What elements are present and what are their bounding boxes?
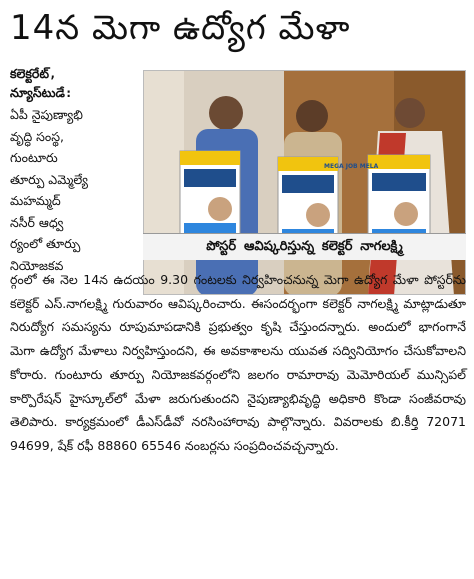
- article-body: ర్గంలో ఈ నెల 14న ఉదయం 9.30 గంటలకు నిర్వహించనున్న మెగా ఉద్యోగ మేళా పోస్టర్‌ను కలెక్టర్ ఎస్.నాగలక్ష్మి గురువారం ఆవిష్కరించారు. ఈసందర్భంగా కలెక్టర్ నాగలక్ష్మి మాట్లాడుతూ నిరుద్యోగ సమస్యను రూపుమాపడానికి ప్రభుత్వం కృషి చేస్తుందన్నారు. అందులో భాగంగానే మెగా ఉద్యోగ మేళాలు నిర్వహిస్తుందని, ఈ అవకాశాలను యువత సద్వినియోగం చేసుకోవాలని కోరారు. గుంటూరు తూర్పు నియోజకవర్గంలోని జలగం రామారావు మెమోరియల్ మున్సిపల్ కార్పొరేషన్ హైస్కూల్‌లో మేళా జరుగుతుందని నైపుణ్యాభివృద్ధి అధికారి కొండా సంజీవరావు తెలిపారు. కార్యక్రమంలో డీఎస్‌డీవో నరసింహారావు పాల్గొన్నారు. వివరాలకు బి.కీర్తి 72071 94699, షేక్ రఫీ 88860 65546 నంబర్లను సంప్రదించవచ్చన్నారు.: [10, 272, 466, 453]
- poster-left: [180, 151, 240, 237]
- photo-illustration: [144, 71, 466, 295]
- lead-column: [10, 64, 138, 276]
- lead-paragraph: ఏపీ నైపుణ్యాభి వృద్ధి సంస్థ, గుంటూరు తూర్పు ఎమ్మెల్యే మహమ్మద్ నసీర్ ఆధ్వ ర్యంలో తూర్పు నియోజకవ: [10, 107, 88, 273]
- dateline: కలెక్టరేట్, న్యూస్‌టుడే:: [10, 66, 73, 100]
- headline: 14న మెగా ఉద్యోగ మేళా: [10, 8, 351, 48]
- news-photo: [143, 70, 466, 295]
- photo-caption: పోస్టర్ ఆవిష్కరిస్తున్న కలెక్టర్ నాగలక్ష్మి: [143, 233, 466, 260]
- poster-title: MEGA JOB MELA: [324, 163, 379, 170]
